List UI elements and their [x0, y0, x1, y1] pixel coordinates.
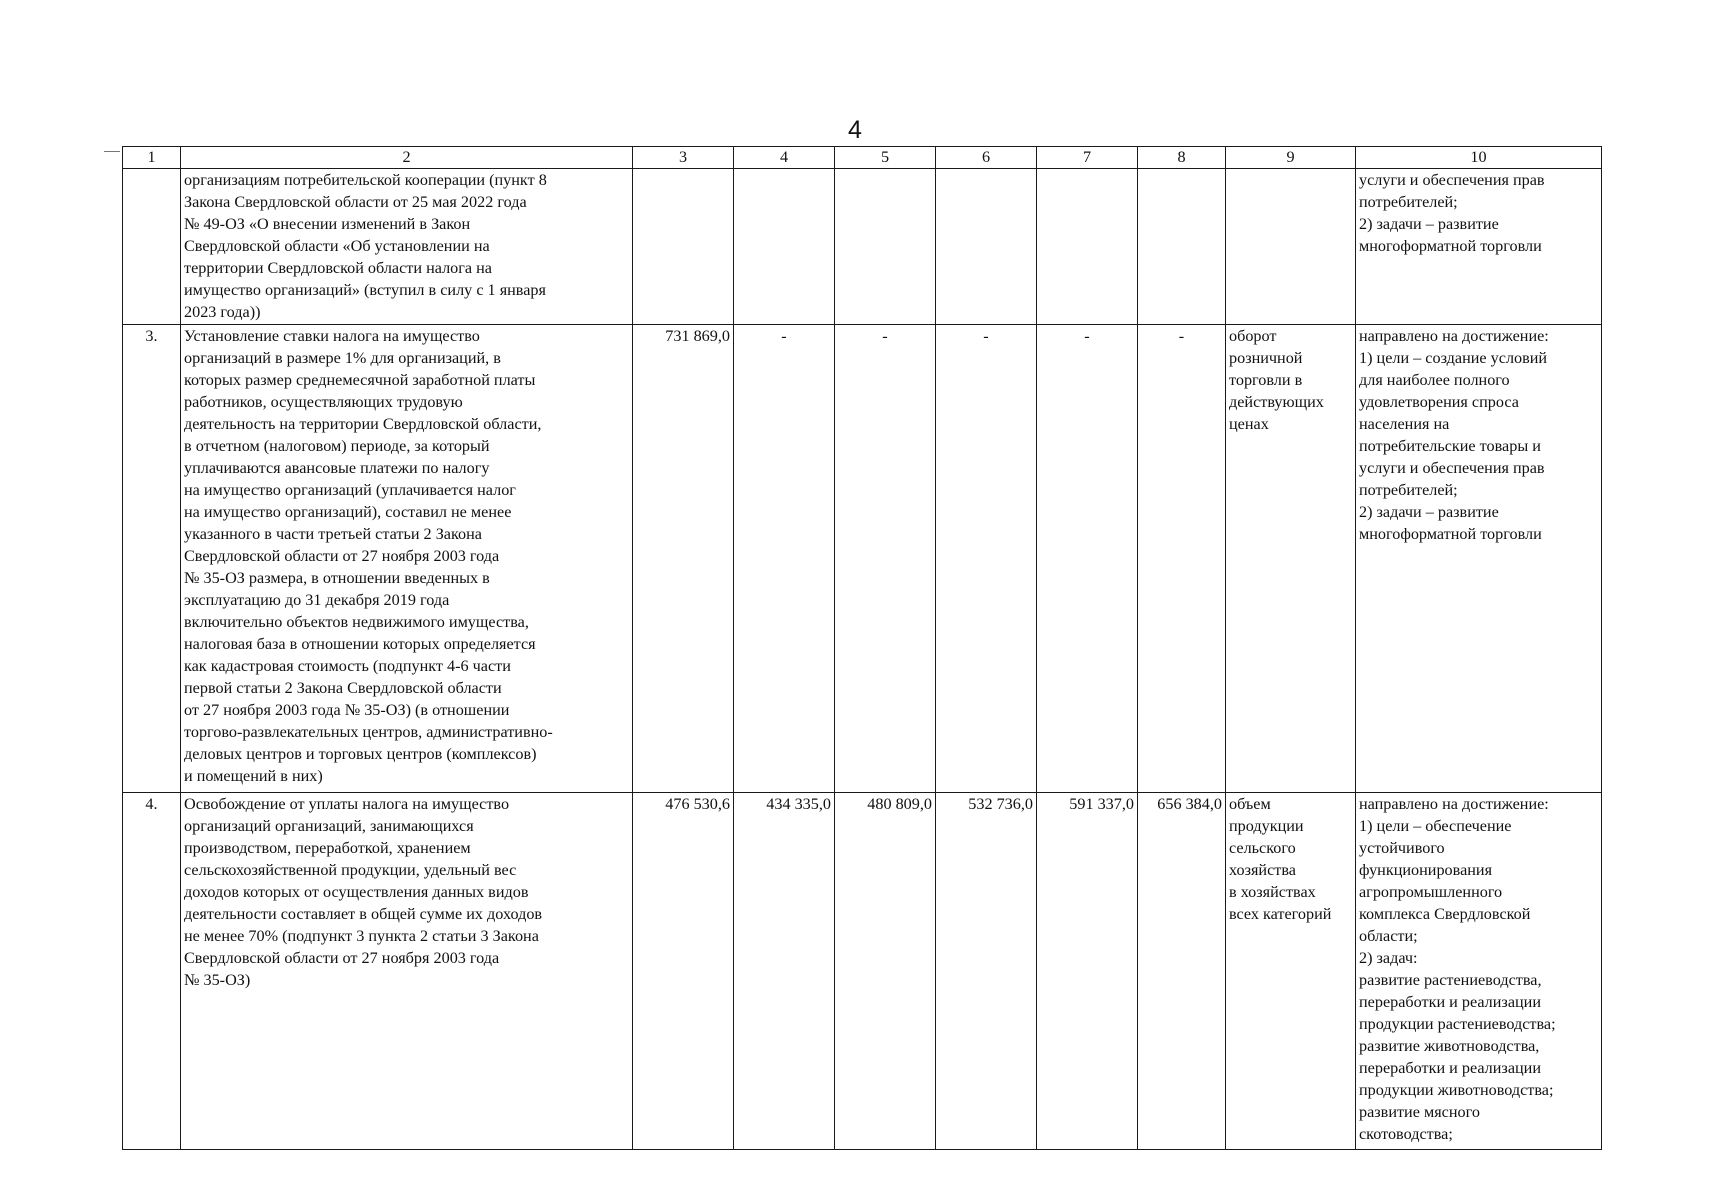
table-row: [123, 325, 1602, 793]
column-header: 10: [1356, 147, 1602, 169]
value-cell: [1138, 169, 1226, 325]
row-description: Освобождение от уплаты налога на имущество организаций организаций, занимающихся производством, переработкой, хранением сельскохозяйственной продукции, удельный вес доходов которых от осуществления данных видов деятельности составляет в общей сумме их доходов не менее 70% (подпункт 3 пункта 2 статьи 3 Закона Свердловской области от 27 ноября 2003 года № 35-ОЗ): [181, 793, 633, 1150]
row-indicator: [1226, 169, 1356, 325]
row-number: 3.: [123, 325, 181, 793]
value-cell: -: [936, 325, 1037, 793]
row-number: 4.: [123, 793, 181, 1150]
column-header: 5: [835, 147, 936, 169]
column-header: 1: [123, 147, 181, 169]
row-indicator: оборот розничной торговли в действующих ценах: [1226, 325, 1356, 793]
column-header: 6: [936, 147, 1037, 169]
value-cell: [835, 169, 936, 325]
value-cell: [1037, 169, 1138, 325]
value-cell: 656 384,0: [1138, 793, 1226, 1150]
column-header: 8: [1138, 147, 1226, 169]
row-description: Установление ставки налога на имущество организаций в размере 1% для организаций, в которых размер среднемесячной заработной платы работников, осуществляющих трудовую деятельность на территории Свердловской области, в отчетном (налоговом) периоде, за который уплачиваются авансовые платежи по налогу на имущество организаций (уплачивается налог на имущество организаций), составил не менее указанного в части третьей статьи 2 Закона Свердловской области от 27 ноября 2003 года № 35-ОЗ размера, в отношении введенных в эксплуатацию до 31 декабря 2019 года включительно объектов недвижимого имущества, налоговая база в отношении которых определяется как кадастровая стоимость (подпункт 4-6 части первой статьи 2 Закона Свердловской области от 27 ноября 2003 года № 35-ОЗ) (в отношении торгово-развлекательных центров, административно- деловых центров и торговых центров (комплексов) и помещений в них): [181, 325, 633, 793]
column-number-header: [123, 147, 1602, 169]
table-row: [123, 793, 1602, 1150]
column-header: 9: [1226, 147, 1356, 169]
column-header: 7: [1037, 147, 1138, 169]
value-cell: 480 809,0: [835, 793, 936, 1150]
value-cell: -: [835, 325, 936, 793]
value-cell: 532 736,0: [936, 793, 1037, 1150]
value-cell: 476 530,6: [633, 793, 734, 1150]
value-cell: [936, 169, 1037, 325]
row-indicator: объем продукции сельского хозяйства в хозяйствах всех категорий: [1226, 793, 1356, 1150]
column-header: 4: [734, 147, 835, 169]
value-cell: 591 337,0: [1037, 793, 1138, 1150]
row-goal: услуги и обеспечения прав потребителей; 2) задачи – развитие многоформатной торговли: [1356, 169, 1602, 325]
row-number: [123, 169, 181, 325]
row-goal: направлено на достижение: 1) цели – создание условий для наиболее полного удовлетворения спроса населения на потребительские товары и услуги и обеспечения прав потребителей; 2) задачи – развитие многоформатной торговли: [1356, 325, 1602, 793]
page-number: 4: [848, 116, 862, 144]
value-cell: 434 335,0: [734, 793, 835, 1150]
table-row: [123, 169, 1602, 325]
value-cell: -: [734, 325, 835, 793]
column-header: 3: [633, 147, 734, 169]
value-cell: -: [1138, 325, 1226, 793]
value-cell: [633, 169, 734, 325]
margin-rule: [104, 151, 120, 152]
value-cell: [734, 169, 835, 325]
row-description: организациям потребительской кооперации (пункт 8 Закона Свердловской области от 25 мая 2022 года № 49-ОЗ «О внесении изменений в Закон Свердловской области «Об установлении на территории Свердловской области налога на имущество организаций» (вступил в силу с 1 января 2023 года)): [181, 169, 633, 325]
row-goal: направлено на достижение: 1) цели – обеспечение устойчивого функционирования агропромышленного комплекса Свердловской области; 2) задач: развитие растениеводства, переработки и реализации продукции растениеводства; развитие животноводства, переработки и реализации продукции животноводства; развитие мясного скотоводства;: [1356, 793, 1602, 1150]
column-header: 2: [181, 147, 633, 169]
value-cell: -: [1037, 325, 1138, 793]
tax-benefits-table: [122, 146, 1602, 1150]
value-cell: 731 869,0: [633, 325, 734, 793]
